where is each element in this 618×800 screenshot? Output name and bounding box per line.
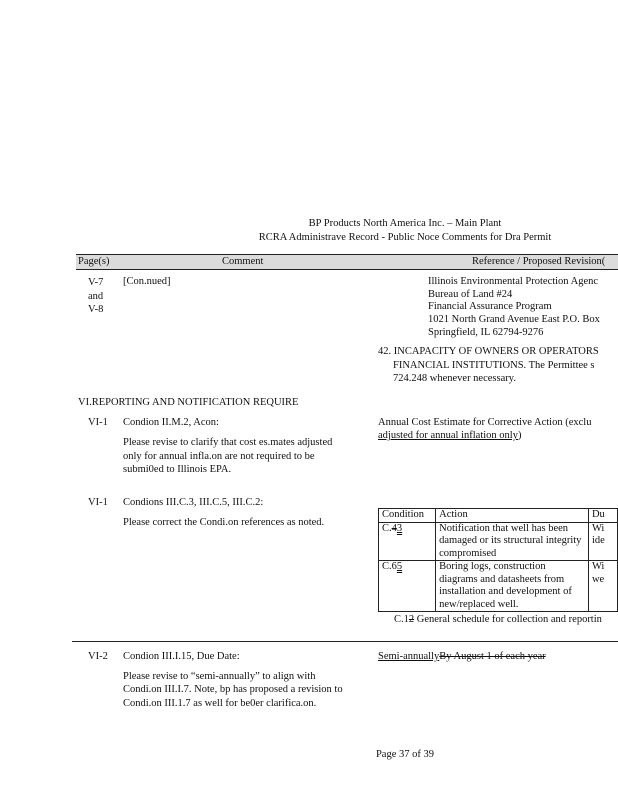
due-line: ide [591,535,605,546]
condition-prefix: C.6 [382,561,397,572]
row-page-ref [88,276,103,317]
col-action: Action [436,509,589,523]
page-line: V-8 [88,304,104,315]
row-comment-body [123,670,343,710]
row-comment-title: Condions III.C.3, III.C.5, III.C.2: [123,497,264,508]
comment-line: Please revise to clarify that cost es.mates adjusted [123,437,333,448]
comment-line: submi0ed to Illinois EPA. [123,464,232,475]
document-subtitle: RCRA Administrave Record - Public Noce Comments for Dra Permit [258,232,552,243]
row-reference-line [378,430,521,441]
address-line: Financial Assurance Program [428,301,552,313]
action-line: compromised [439,547,497,559]
condition-text: General schedule for collection and reportin [414,614,602,625]
row-page-ref: VI-1 [88,497,108,508]
column-page: Page(s) [78,256,110,267]
proposed-insertion: Semi-annually [378,651,440,662]
row-divider [72,641,618,642]
condition-prefix: C. [382,522,392,534]
condition-deleted: 2 [408,614,415,625]
row-comment-title: Condion III.I.15, Due Date: [123,651,240,662]
column-comment: Comment [222,256,264,267]
table-row [379,561,618,612]
action-line: damaged or its structural integrity [439,535,582,546]
row-reference-line: Annual Cost Estimate for Corrective Action (exclu [378,417,592,428]
address-line: Illinois Environmental Protection Agenc [428,276,599,287]
due-line: Wi [591,522,605,534]
row-page-ref: VI-1 [88,417,108,428]
row-page-ref: VI-2 [88,651,108,662]
item-42-line: FINANCIAL INSTITUTIONS. The Permittee s [393,359,595,371]
page-line: V-7 [88,277,104,288]
proposed-deletion: By August 1 of each year [439,651,546,662]
page-number: Page 37 of 39 [375,749,435,760]
condition-inserted: 3 [396,522,403,534]
due-line: Wi [591,561,605,572]
reference-tail: ) [517,430,522,441]
comment-line: Condi.on III.I.7. Note, bp has proposed a revision to [123,684,343,696]
action-line: Notification that well has been [439,522,569,534]
condition-table-last-line [394,614,618,625]
address-line: 1021 North Grand Avenue East P.O. Box [428,314,600,326]
due-line: we [591,573,605,585]
condition-table [378,508,618,612]
agency-address [428,276,600,340]
page-line: and [88,290,104,302]
row-comment-title: Condion II.M.2, Acon: [123,417,219,428]
condition-deleted: 4 [391,522,397,534]
action-cell [436,522,589,561]
address-line: Springfield, IL 62794-9276 [428,326,544,338]
proposed-insertion: adjusted for annual inflation only [378,430,518,441]
condition-table-header [379,509,618,523]
item-42-line: 42. INCAPACITY OF OWNERS OR OPERATORS [378,346,599,357]
section-heading: VI.REPORTING AND NOTIFICATION REQUIRE [78,397,299,408]
action-line: installation and development of [439,586,572,597]
action-cell [436,561,589,612]
condition-prefix: C.1 [394,614,409,625]
action-line: diagrams and datasheets from [439,573,565,585]
address-line: Bureau of Land #24 [428,288,513,300]
table-row [379,522,618,561]
action-line: new/replaced well. [439,598,519,610]
comment-line: Please revise to “semi-annually” to align with [123,671,316,682]
document-company: BP Products North America Inc. – Main Plant [308,218,502,229]
row-reference-line [378,651,546,662]
condition-inserted: 5 [396,561,403,572]
comment-line: Condi.on III.1.7 as well for be0er clarifica.on. [123,697,317,709]
col-due: Du [588,509,617,523]
condition-cell [379,561,436,612]
table-header-row [76,254,618,270]
due-cell [588,522,617,561]
row-comment-body: Please correct the Condi.on references as noted. [123,517,325,528]
comment-line: only for annual infla.on are not required to be [123,450,315,462]
item-42-line: 724.248 whenever necessary. [393,373,516,384]
row-comment-body [123,436,332,477]
column-reference: Reference / Proposed Revision( [472,256,606,267]
item-42 [378,345,599,386]
row-comment-title: [Con.nued] [123,276,171,287]
col-condition: Condition [379,509,436,523]
due-cell [588,561,617,612]
condition-cell [379,522,436,561]
action-line: Boring logs, construction [439,561,546,572]
